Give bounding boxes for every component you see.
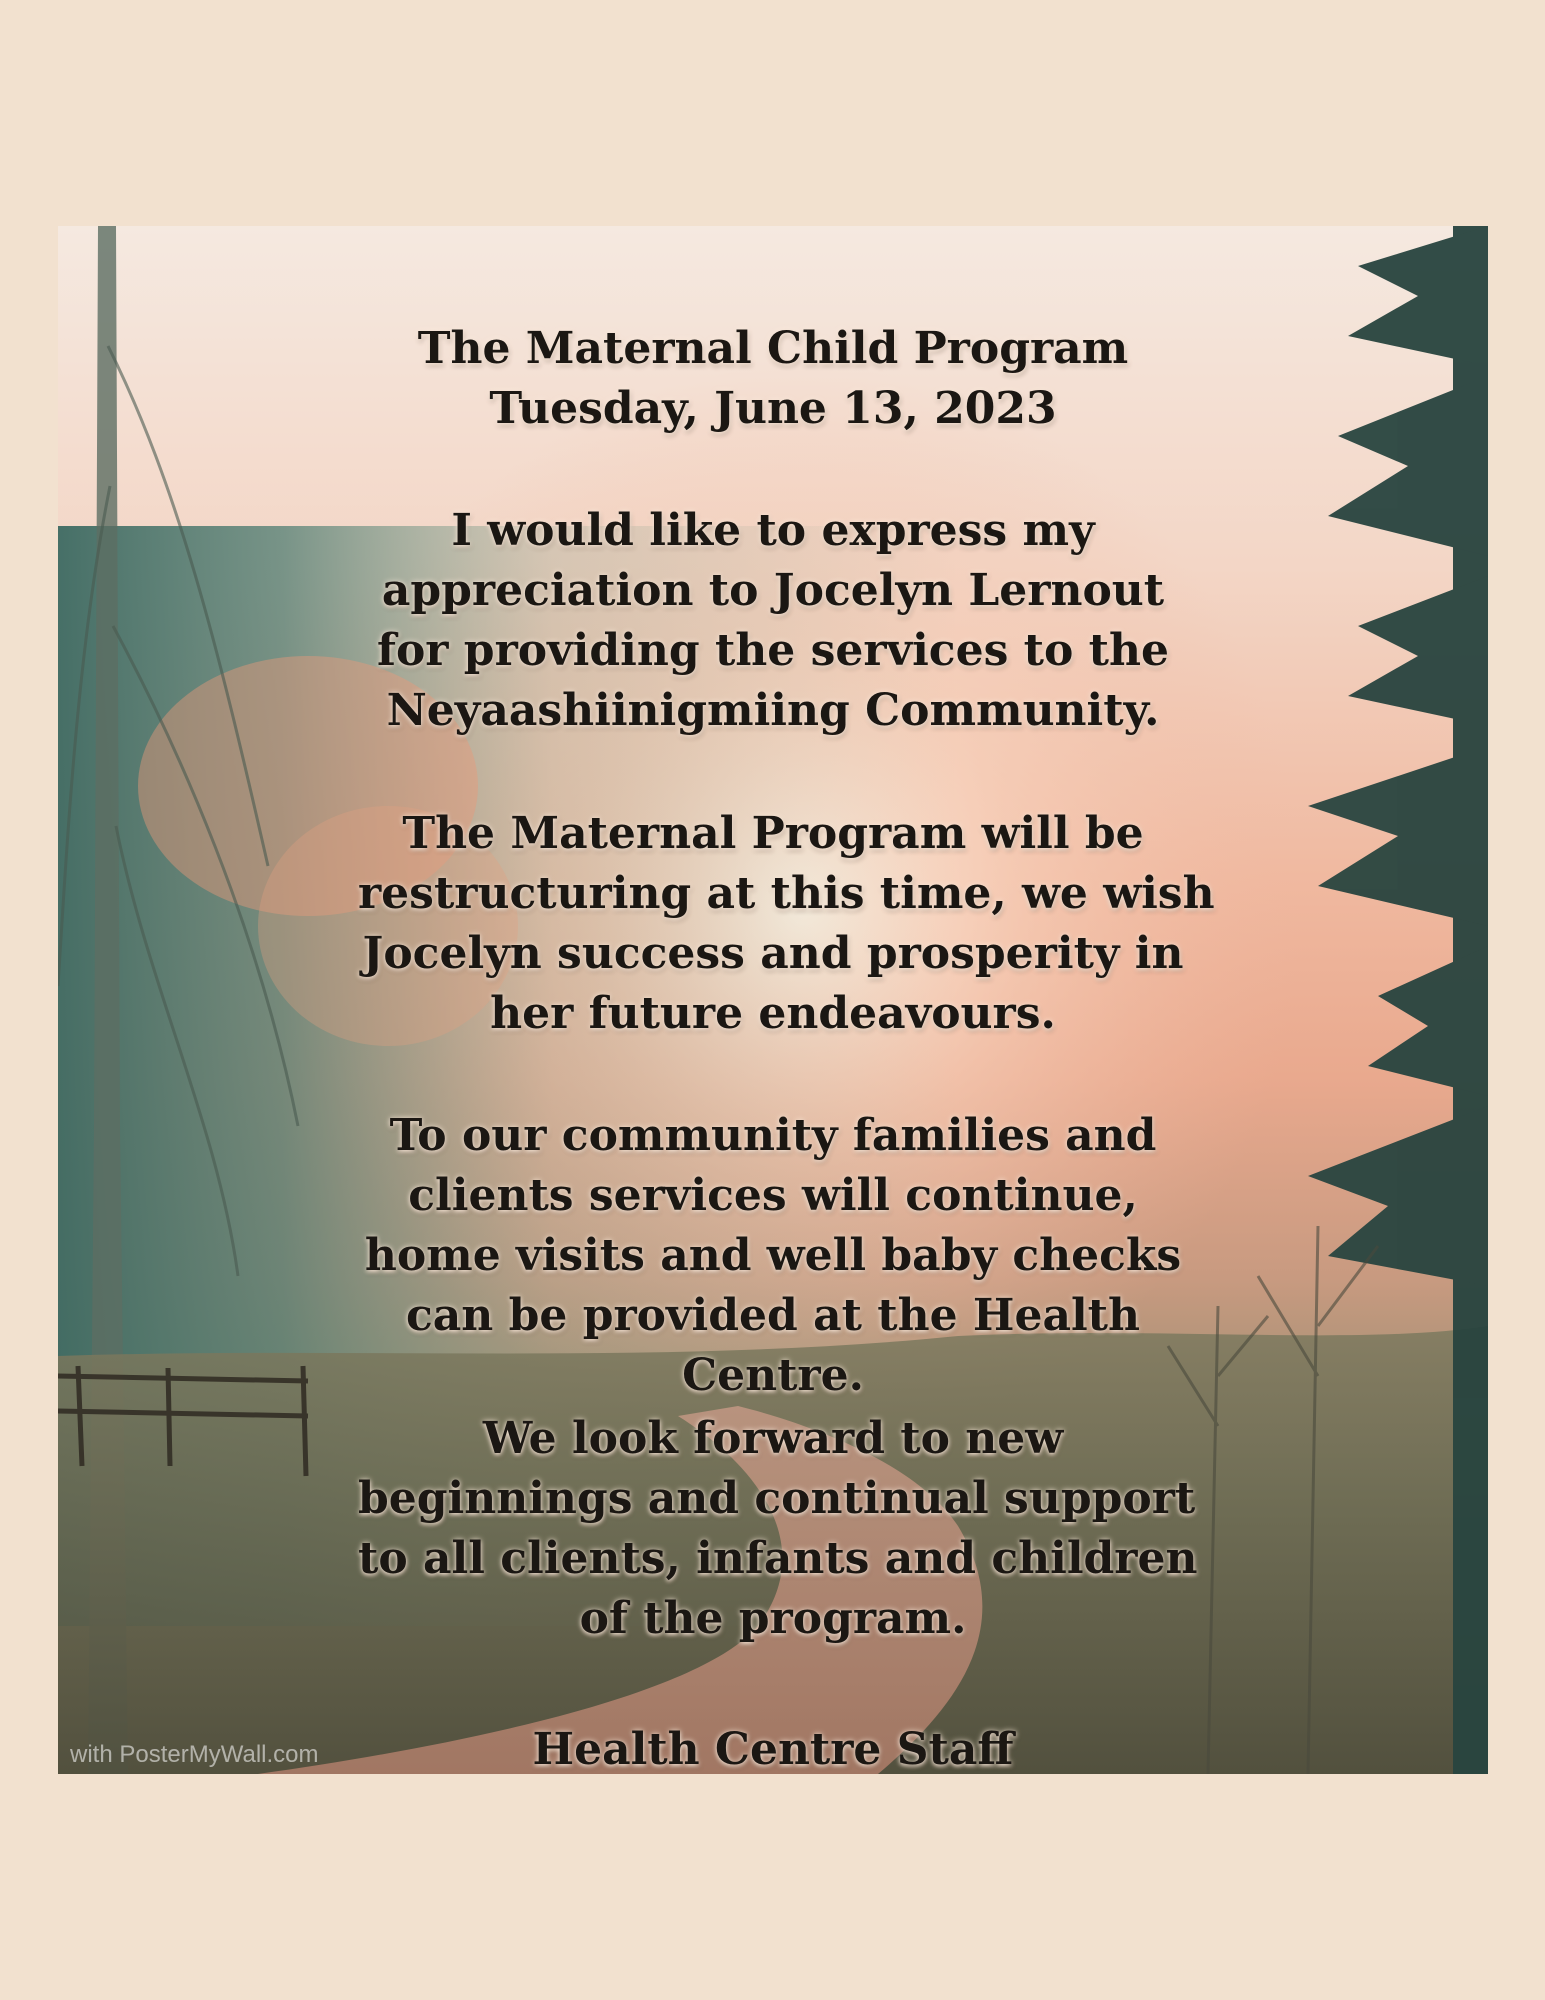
- paragraph-line: Neyaashiinigmiing Community.: [386, 685, 1160, 736]
- paragraph-line: her future endeavours.: [490, 988, 1056, 1039]
- paragraph-line: home visits and well baby checks: [364, 1230, 1182, 1281]
- paragraph-line: to all clients, infants and children: [358, 1533, 1198, 1584]
- paragraph-line: Jocelyn success and prosperity in: [362, 928, 1184, 979]
- paragraph-line: To our community families and: [389, 1110, 1157, 1161]
- paragraph-line: for providing the services to the: [377, 625, 1169, 676]
- announcement-date: Tuesday, June 13, 2023: [489, 383, 1057, 434]
- paragraph-line: We look forward to new: [482, 1413, 1064, 1464]
- paragraph-line: can be provided at the Health: [406, 1290, 1140, 1341]
- poster: [58, 226, 1488, 1774]
- paragraph-line: of the program.: [579, 1593, 967, 1644]
- program-title: The Maternal Child Program: [417, 323, 1129, 374]
- postermywall-watermark: with PosterMyWall.com: [70, 1741, 319, 1768]
- services-paragraph: [358, 1106, 1188, 1406]
- paragraph-line: beginnings and continual support: [358, 1473, 1196, 1524]
- paragraph-line: Centre.: [682, 1350, 864, 1401]
- paragraph-line: The Maternal Program will be: [402, 808, 1144, 859]
- paragraph-line: clients services will continue,: [408, 1170, 1138, 1221]
- paragraph-line: appreciation to Jocelyn Lernout: [381, 565, 1165, 616]
- signoff-text: Health Centre Staff: [532, 1724, 1014, 1774]
- appreciation-paragraph: [358, 501, 1188, 741]
- paragraph-line: restructuring at this time, we wish: [358, 868, 1215, 919]
- closing-paragraph: [358, 1409, 1198, 1649]
- heading: [358, 319, 1188, 439]
- restructuring-paragraph: [358, 804, 1215, 1044]
- signoff: [358, 1720, 1188, 1774]
- paragraph-line: I would like to express my: [451, 505, 1095, 556]
